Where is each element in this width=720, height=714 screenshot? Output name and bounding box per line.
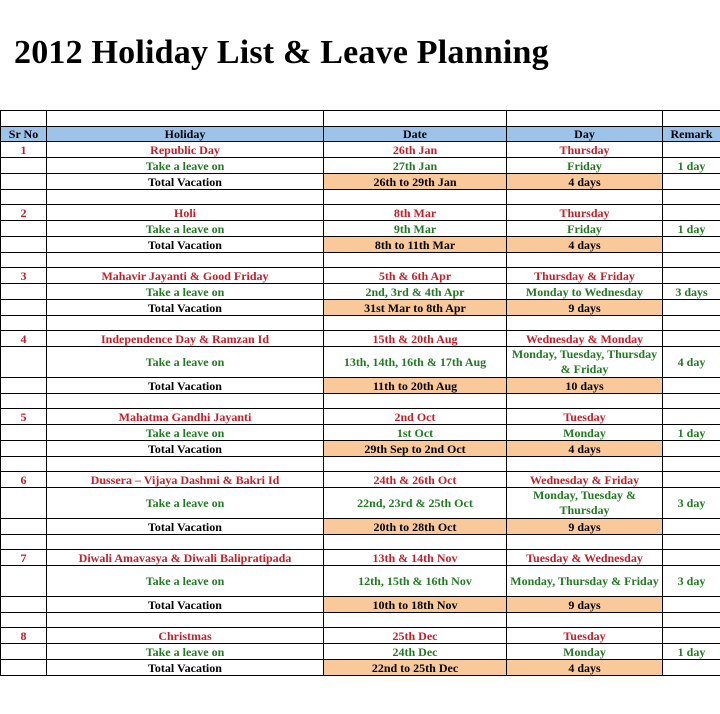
- spacer-row: [1, 613, 720, 628]
- spacer-cell: [324, 457, 507, 472]
- day-header: Day: [507, 127, 663, 142]
- spacer-row: [1, 394, 720, 409]
- sr-no-header: Sr No: [1, 127, 47, 142]
- total-date: 26th to 29th Jan: [324, 174, 507, 190]
- holiday-row: [1, 142, 720, 158]
- spacer-cell: [324, 613, 507, 628]
- holiday-date: 15th & 20th Aug: [324, 331, 507, 347]
- holiday-date: 13th & 14th Nov: [324, 550, 507, 566]
- holiday-name: Christmas: [47, 628, 324, 644]
- remark-empty: [663, 142, 720, 158]
- leave-remark: 1 day: [663, 221, 720, 237]
- spacer-row: [1, 535, 720, 550]
- spacer-cell: [47, 190, 324, 205]
- sr-no: 1: [1, 142, 47, 158]
- leave-remark: 1 day: [663, 158, 720, 174]
- leave-date: 27th Jan: [324, 158, 507, 174]
- remark-empty: [663, 378, 720, 394]
- leave-date: 9th Mar: [324, 221, 507, 237]
- leave-remark: 3 days: [663, 284, 720, 300]
- leave-day: Friday: [507, 221, 663, 237]
- sr-no-empty: [1, 300, 47, 316]
- total-days: 10 days: [507, 378, 663, 394]
- remark-empty: [663, 660, 720, 676]
- sr-no-empty: [1, 425, 47, 441]
- total-row: [1, 660, 720, 676]
- leave-date: 2nd, 3rd & 4th Apr: [324, 284, 507, 300]
- leave-label: Take a leave on: [47, 488, 324, 519]
- spacer-cell: [324, 535, 507, 550]
- header-row: [1, 127, 720, 142]
- leave-label: Take a leave on: [47, 158, 324, 174]
- spacer-cell: [47, 394, 324, 409]
- holiday-table: [0, 110, 720, 676]
- spacer-cell: [1, 190, 47, 205]
- sr-no-empty: [1, 347, 47, 378]
- holiday-date: 5th & 6th Apr: [324, 268, 507, 284]
- total-row: [1, 237, 720, 253]
- total-label: Total Vacation: [47, 519, 324, 535]
- spacer-cell: [663, 190, 720, 205]
- spacer-cell: [1, 316, 47, 331]
- total-row: [1, 441, 720, 457]
- spacer-cell: [663, 316, 720, 331]
- holiday-date: 24th & 26th Oct: [324, 472, 507, 488]
- leave-label: Take a leave on: [47, 347, 324, 378]
- spacer-cell: [324, 394, 507, 409]
- holiday-day: Wednesday & Friday: [507, 472, 663, 488]
- holiday-row: [1, 628, 720, 644]
- total-days: 9 days: [507, 519, 663, 535]
- spacer-cell: [507, 535, 663, 550]
- remark-header: Remark: [663, 127, 720, 142]
- spacer-cell: [47, 457, 324, 472]
- sr-no: 7: [1, 550, 47, 566]
- spacer-cell: [663, 613, 720, 628]
- sr-no: 5: [1, 409, 47, 425]
- holiday-header: Holiday: [47, 127, 324, 142]
- holiday-date: 2nd Oct: [324, 409, 507, 425]
- spacer-cell: [47, 316, 324, 331]
- holiday-name: Independence Day & Ramzan Id: [47, 331, 324, 347]
- total-label: Total Vacation: [47, 660, 324, 676]
- holiday-name: Mahatma Gandhi Jayanti: [47, 409, 324, 425]
- spacer-cell: [47, 535, 324, 550]
- date-header: Date: [324, 127, 507, 142]
- leave-row: [1, 347, 720, 378]
- leave-date: 22nd, 23rd & 25th Oct: [324, 488, 507, 519]
- spacer-row: [1, 316, 720, 331]
- total-date: 22nd to 25th Dec: [324, 660, 507, 676]
- spacer-cell: [507, 253, 663, 268]
- leave-row: [1, 644, 720, 660]
- holiday-name: Mahavir Jayanti & Good Friday: [47, 268, 324, 284]
- total-days: 9 days: [507, 300, 663, 316]
- total-row: [1, 378, 720, 394]
- leave-day: Friday: [507, 158, 663, 174]
- holiday-date: 25th Dec: [324, 628, 507, 644]
- total-date: 20th to 28th Oct: [324, 519, 507, 535]
- remark-empty: [663, 628, 720, 644]
- sr-no-empty: [1, 566, 47, 597]
- sr-no-empty: [1, 519, 47, 535]
- holiday-day: Wednesday & Monday: [507, 331, 663, 347]
- spacer-cell: [663, 253, 720, 268]
- remark-empty: [663, 205, 720, 221]
- holiday-day: Tuesday & Wednesday: [507, 550, 663, 566]
- spacer-cell: [1, 613, 47, 628]
- page-title: 2012 Holiday List & Leave Planning: [14, 34, 549, 71]
- leave-day: Monday: [507, 425, 663, 441]
- spacer-cell: [1, 457, 47, 472]
- spacer-cell: [507, 316, 663, 331]
- spacer-cell: [1, 253, 47, 268]
- spacer-cell: [47, 613, 324, 628]
- remark-empty: [663, 268, 720, 284]
- holiday-date: 8th Mar: [324, 205, 507, 221]
- sr-no-empty: [1, 237, 47, 253]
- spacer-cell: [507, 190, 663, 205]
- total-label: Total Vacation: [47, 378, 324, 394]
- leave-label: Take a leave on: [47, 425, 324, 441]
- total-label: Total Vacation: [47, 174, 324, 190]
- leave-date: 13th, 14th, 16th & 17th Aug: [324, 347, 507, 378]
- total-days: 9 days: [507, 597, 663, 613]
- spacer-row: [1, 190, 720, 205]
- remark-empty: [663, 174, 720, 190]
- leave-day: Monday, Thursday & Friday: [507, 566, 663, 597]
- total-date: 8th to 11th Mar: [324, 237, 507, 253]
- spacer-cell: [507, 394, 663, 409]
- total-days: 4 days: [507, 237, 663, 253]
- total-days: 4 days: [507, 441, 663, 457]
- leave-remark: 4 day: [663, 347, 720, 378]
- total-row: [1, 597, 720, 613]
- spacer-cell: [507, 457, 663, 472]
- leave-row: [1, 221, 720, 237]
- leave-day: Monday, Tuesday, Thursday & Friday: [507, 347, 663, 378]
- total-label: Total Vacation: [47, 237, 324, 253]
- total-label: Total Vacation: [47, 597, 324, 613]
- sr-no: 8: [1, 628, 47, 644]
- total-date: 10th to 18th Nov: [324, 597, 507, 613]
- remark-empty: [663, 237, 720, 253]
- leave-row: [1, 425, 720, 441]
- leave-row: [1, 566, 720, 597]
- sr-no-empty: [1, 174, 47, 190]
- leave-remark: 3 day: [663, 488, 720, 519]
- remark-empty: [663, 550, 720, 566]
- holiday-day: Tuesday: [507, 409, 663, 425]
- spacer-cell: [663, 457, 720, 472]
- sr-no: 4: [1, 331, 47, 347]
- sr-no-empty: [1, 378, 47, 394]
- sr-no: 2: [1, 205, 47, 221]
- spacer-cell: [663, 394, 720, 409]
- leave-label: Take a leave on: [47, 284, 324, 300]
- spacer-row: [1, 253, 720, 268]
- spacer-cell: [324, 316, 507, 331]
- remark-empty: [663, 597, 720, 613]
- remark-empty: [663, 331, 720, 347]
- spacer-cell: [324, 253, 507, 268]
- leave-day: Monday: [507, 644, 663, 660]
- leave-date: 12th, 15th & 16th Nov: [324, 566, 507, 597]
- holiday-day: Tuesday: [507, 628, 663, 644]
- remark-empty: [663, 409, 720, 425]
- holiday-name: Diwali Amavasya & Diwali Balipratipada: [47, 550, 324, 566]
- leave-row: [1, 488, 720, 519]
- sr-no-empty: [1, 660, 47, 676]
- leave-remark: 3 day: [663, 566, 720, 597]
- sr-no-empty: [1, 597, 47, 613]
- holiday-row: [1, 409, 720, 425]
- holiday-row: [1, 472, 720, 488]
- spacer-row: [1, 111, 720, 127]
- leave-row: [1, 284, 720, 300]
- sr-no-empty: [1, 158, 47, 174]
- total-label: Total Vacation: [47, 300, 324, 316]
- holiday-day: Thursday: [507, 142, 663, 158]
- sr-no: 3: [1, 268, 47, 284]
- holiday-row: [1, 268, 720, 284]
- total-row: [1, 519, 720, 535]
- holiday-row: [1, 550, 720, 566]
- leave-remark: 1 day: [663, 425, 720, 441]
- leave-row: [1, 158, 720, 174]
- holiday-name: Republic Day: [47, 142, 324, 158]
- leave-label: Take a leave on: [47, 221, 324, 237]
- total-days: 4 days: [507, 660, 663, 676]
- leave-day: Monday to Wednesday: [507, 284, 663, 300]
- total-days: 4 days: [507, 174, 663, 190]
- remark-empty: [663, 472, 720, 488]
- spacer-cell: [47, 253, 324, 268]
- leave-label: Take a leave on: [47, 566, 324, 597]
- remark-empty: [663, 441, 720, 457]
- sr-no-empty: [1, 441, 47, 457]
- leave-day: Monday, Tuesday & Thursday: [507, 488, 663, 519]
- total-row: [1, 174, 720, 190]
- leave-label: Take a leave on: [47, 644, 324, 660]
- total-date: 29th Sep to 2nd Oct: [324, 441, 507, 457]
- spacer-cell: [663, 535, 720, 550]
- spacer-cell: [324, 190, 507, 205]
- holiday-name: Dussera – Vijaya Dashmi & Bakri Id: [47, 472, 324, 488]
- holiday-day: Thursday: [507, 205, 663, 221]
- sr-no-empty: [1, 488, 47, 519]
- total-date: 11th to 20th Aug: [324, 378, 507, 394]
- holiday-date: 26th Jan: [324, 142, 507, 158]
- sr-no-empty: [1, 284, 47, 300]
- total-row: [1, 300, 720, 316]
- leave-remark: 1 day: [663, 644, 720, 660]
- holiday-day: Thursday & Friday: [507, 268, 663, 284]
- remark-empty: [663, 519, 720, 535]
- holiday-row: [1, 205, 720, 221]
- sr-no: 6: [1, 472, 47, 488]
- total-date: 31st Mar to 8th Apr: [324, 300, 507, 316]
- remark-empty: [663, 300, 720, 316]
- holiday-name: Holi: [47, 205, 324, 221]
- holiday-row: [1, 331, 720, 347]
- total-label: Total Vacation: [47, 441, 324, 457]
- leave-date: 1st Oct: [324, 425, 507, 441]
- spacer-cell: [1, 394, 47, 409]
- spacer-row: [1, 457, 720, 472]
- leave-date: 24th Dec: [324, 644, 507, 660]
- spacer-cell: [1, 535, 47, 550]
- spacer-cell: [507, 613, 663, 628]
- sr-no-empty: [1, 221, 47, 237]
- sr-no-empty: [1, 644, 47, 660]
